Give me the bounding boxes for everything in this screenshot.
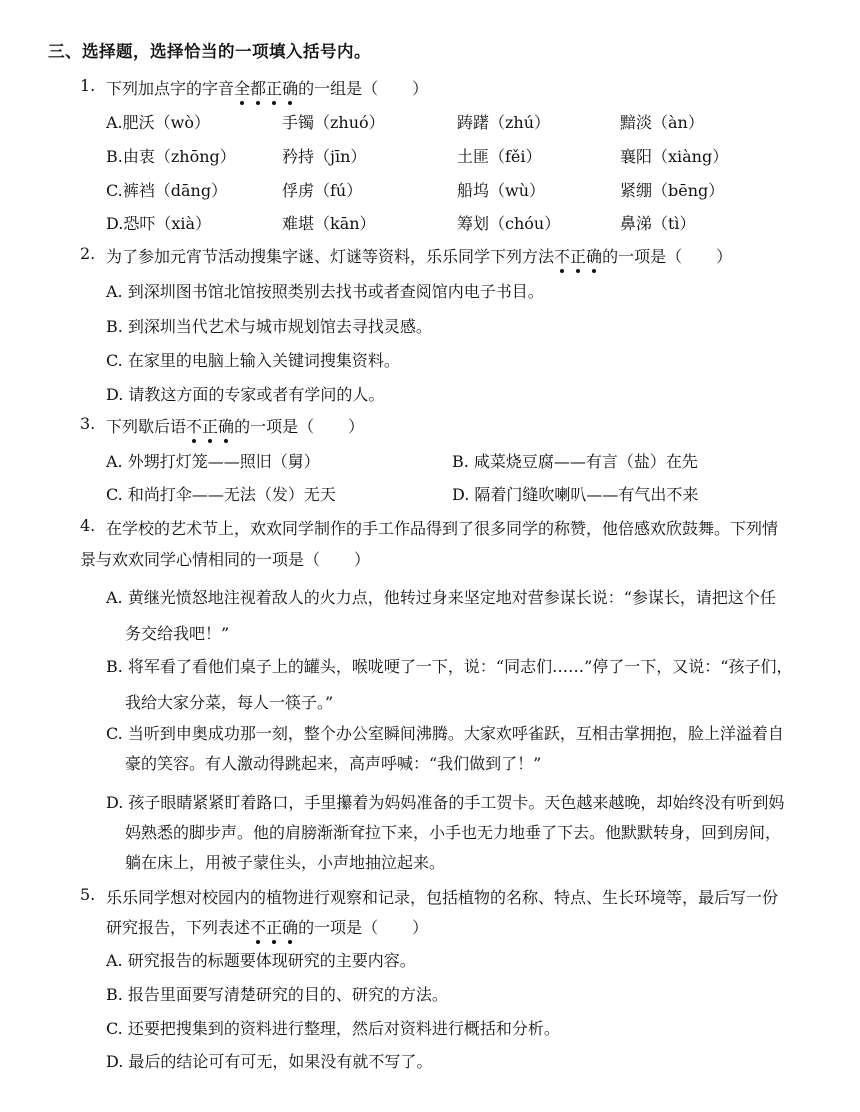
question-stem-continued: 研究报告，下列表述不正确的一项是（ ） xyxy=(106,918,429,937)
option-a: A. 黄继光愤怒地注视着敌人的火力点，他转过身来坚定地对营参谋长说：“参谋长，请把这个任 xyxy=(106,588,776,607)
option-word: 俘虏（fú） xyxy=(282,181,363,200)
option-row-d: D.恐吓（xià） xyxy=(106,214,212,233)
question-number: 3. xyxy=(80,414,96,433)
emphasis-char: 不 xyxy=(554,247,571,266)
option-word: 由衷（zhōng） xyxy=(122,147,236,166)
question-number: 5. xyxy=(80,885,96,904)
emphasis-char: 不 xyxy=(250,918,267,937)
question-number: 2. xyxy=(80,244,96,263)
emphasis-char: 确 xyxy=(282,79,299,98)
option-d: D. 孩子眼睛紧紧盯着路口，手里攥着为妈妈准备的手工贺卡。天色越来越晚，却始终没有听到妈 xyxy=(106,793,785,812)
option-d: D. 隔着门缝吹喇叭——有气出不来 xyxy=(452,485,699,504)
option-word: 襄阳（xiàng） xyxy=(620,147,729,166)
option-d: D. 请教这方面的专家或者有学问的人。 xyxy=(106,385,385,404)
option-c: C. 在家里的电脑上输入关键词搜集资料。 xyxy=(106,351,400,370)
option-word: 黯淡（àn） xyxy=(620,113,704,132)
emphasis-char: 确 xyxy=(218,417,235,436)
option-c: C. 当听到申奥成功那一刻，整个办公室瞬间沸腾。大家欢呼雀跃，互相击掌拥抱，脸上洋溢着自 xyxy=(106,724,784,743)
option-a: A. 研究报告的标题要体现研究的主要内容。 xyxy=(106,951,416,970)
option-c-continued: 豪的笑容。有人激动得跳起来，高声呼喊：“我们做到了！” xyxy=(125,754,542,773)
emphasis-char: 不 xyxy=(186,417,203,436)
emphasis-char: 确 xyxy=(282,918,299,937)
option-d-continued: 妈熟悉的脚步声。他的肩膀渐渐耷拉下来，小手也无力地垂了下去。他默默转身，回到房间， xyxy=(125,823,782,842)
option-b: B. 到深圳当代艺术与城市规划馆去寻找灵感。 xyxy=(106,317,432,336)
option-d: D. 最后的结论可有可无，如果没有就不写了。 xyxy=(106,1052,433,1071)
question-stem: 在学校的艺术节上，欢欢同学制作的手工作品得到了很多同学的称赞，他倍感欢欣鼓舞。下列情 xyxy=(106,519,779,538)
emphasis-char: 全 xyxy=(234,79,251,98)
option-word: 土匪（fěi） xyxy=(457,147,542,166)
option-word: 难堪（kān） xyxy=(282,214,376,233)
option-a: A. 外甥打灯笼——照旧（舅） xyxy=(106,452,320,471)
option-row-b: B.由衷（zhōng） xyxy=(106,147,236,166)
option-word: 紧绷（bēng） xyxy=(620,181,725,200)
option-c: C. 还要把搜集到的资料进行整理，然后对资料进行概括和分析。 xyxy=(106,1019,560,1038)
question-number: 1. xyxy=(80,76,96,95)
emphasis-char: 正 xyxy=(570,247,587,266)
option-word: 踌躇（zhú） xyxy=(457,113,551,132)
option-word: 矜持（jīn） xyxy=(282,147,367,166)
emphasis-char: 正 xyxy=(266,918,283,937)
option-word: 肥沃（wò） xyxy=(122,113,210,132)
emphasis-char: 确 xyxy=(586,247,603,266)
option-word: 恐吓（xià） xyxy=(123,214,212,233)
option-word: 鼻涕（tì） xyxy=(620,214,696,233)
option-word: 船坞（wù） xyxy=(457,181,546,200)
question-stem: 为了参加元宵节活动搜集字谜、灯谜等资料，乐乐同学下列方法不正确的一项是（ ） xyxy=(106,247,733,266)
option-row-c: C.裤裆（dāng） xyxy=(106,181,228,200)
question-number: 4. xyxy=(80,516,96,535)
question-stem: 乐乐同学想对校园内的植物进行观察和记录，包括植物的名称、特点、生长环境等，最后写一份 xyxy=(106,888,779,907)
option-b: B. 报告里面要写清楚研究的目的、研究的方法。 xyxy=(106,985,448,1004)
question-stem: 下列加点字的字音全都正确的一组是（ ） xyxy=(106,79,429,98)
option-word: 裤裆（dāng） xyxy=(122,181,228,200)
question-stem: 下列歇后语不正确的一项是（ ） xyxy=(106,417,365,436)
option-b-continued: 我给大家分菜，每人一筷子。” xyxy=(125,693,334,712)
question-stem-continued: 景与欢欢同学心情相同的一项是（ ） xyxy=(80,550,371,569)
emphasis-char: 都 xyxy=(250,79,267,98)
option-c: C. 和尚打伞——无法（发）无天 xyxy=(106,485,336,504)
option-b: B. 将军看了看他们桌子上的罐头，喉咙哽了一下，说：“同志们……”停了一下，又说：“孩子们， xyxy=(106,657,793,676)
option-d-continued: 躺在床上，用被子蒙住头，小声地抽泣起来。 xyxy=(125,853,446,872)
option-a: A. 到深圳图书馆北馆按照类别去找书或者查阅馆内电子书目。 xyxy=(106,282,544,301)
option-word: 筹划（chóu） xyxy=(457,214,561,233)
option-word: 手镯（zhuó） xyxy=(282,113,385,132)
option-b: B. 咸菜烧豆腐——有言（盐）在先 xyxy=(452,452,698,471)
emphasis-char: 正 xyxy=(202,417,219,436)
option-a-continued: 务交给我吧！” xyxy=(125,624,230,643)
section-title: 三、选择题，选择恰当的一项填入括号内。 xyxy=(48,42,371,61)
option-row-a: A.肥沃（wò） xyxy=(106,113,210,132)
emphasis-char: 正 xyxy=(266,79,283,98)
